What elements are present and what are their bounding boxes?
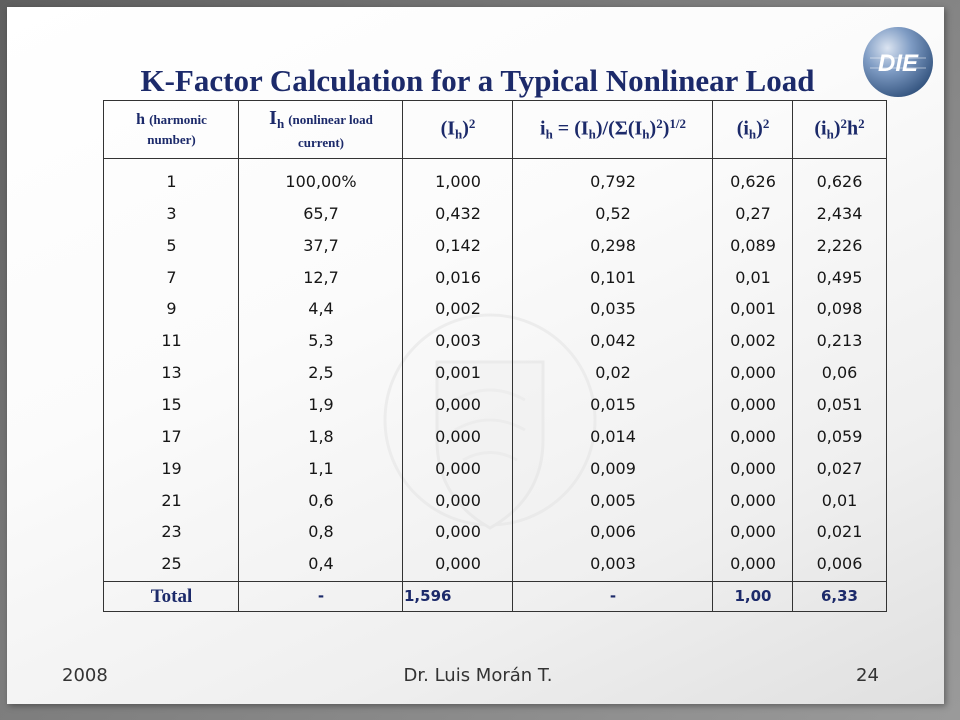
- k-term-cell: 0,495: [816, 267, 863, 287]
- table-row: [104, 230, 886, 262]
- load-current-cell: 0,8: [308, 522, 334, 542]
- total-k-term-cell: 6,33: [820, 587, 858, 605]
- current-squared-cell: 0,016: [435, 267, 481, 287]
- normalized-current-cell: 0,005: [590, 490, 636, 510]
- k-term-cell: 0,01: [821, 490, 858, 510]
- normalized-current-cell: 0,298: [590, 235, 636, 255]
- normalized-current-cell: 0,02: [595, 363, 631, 383]
- header-text-main: h: [136, 110, 146, 128]
- header-text-note: (nonlinear load current): [288, 112, 373, 150]
- harmonic-order-cell: 5: [166, 235, 177, 255]
- header-text-sub: h: [276, 116, 285, 132]
- header-text-main: = (I: [552, 117, 589, 140]
- header-text-sub: h: [588, 126, 596, 142]
- normalized-squared-cell: 0,001: [730, 299, 776, 319]
- total-row: [104, 581, 886, 611]
- load-current-cell: 0,6: [308, 490, 334, 510]
- load-current-cell: 5,3: [308, 331, 334, 351]
- header-text-main: i: [540, 117, 546, 140]
- k-term-cell: 0,021: [816, 522, 863, 542]
- header-label: [441, 116, 476, 143]
- table-row: [104, 198, 886, 230]
- load-current-cell: 1,8: [308, 426, 334, 446]
- k-term-cell: 0,213: [816, 331, 863, 351]
- table-row: [104, 421, 886, 453]
- table-row: [104, 325, 886, 357]
- normalized-squared-cell: 0,000: [730, 554, 776, 574]
- k-term-cell: 2,434: [816, 203, 863, 223]
- current-squared-cell: 1,000: [435, 172, 481, 191]
- footer-page-number: 24: [856, 665, 879, 686]
- normalized-current-cell: 0,009: [590, 458, 636, 478]
- harmonic-order-cell: 17: [161, 426, 182, 446]
- current-squared-cell: 0,000: [435, 426, 481, 446]
- load-current-cell: 4,4: [308, 299, 334, 319]
- header-label: [257, 106, 385, 152]
- harmonic-order-cell: 11: [161, 331, 182, 351]
- header-text-sub: h: [545, 126, 553, 142]
- die-logo-icon: [860, 24, 936, 100]
- normalized-current-cell: 0,006: [590, 522, 636, 542]
- current-squared-cell: 0,142: [435, 235, 481, 255]
- harmonic-order-cell: 21: [161, 490, 182, 510]
- load-current-cell: 2,5: [308, 363, 334, 383]
- k-term-cell: 0,059: [816, 426, 863, 446]
- header-text-main: I: [269, 107, 277, 130]
- footer-author: Dr. Luis Morán T.: [403, 665, 553, 686]
- header-text-sup: 2: [656, 116, 663, 132]
- total-load-current-cell: -: [317, 587, 325, 605]
- normalized-current-cell: 0,015: [590, 394, 636, 414]
- header-text-main: ): [662, 117, 670, 140]
- current-squared-cell: 0,003: [435, 331, 481, 351]
- harmonic-order-cell: 7: [166, 267, 177, 287]
- current-squared-cell: 0,002: [435, 299, 481, 319]
- k-term-cell: 0,027: [816, 458, 863, 478]
- current-squared-cell: 0,000: [435, 458, 481, 478]
- header-harmonic-order: [104, 101, 239, 158]
- header-label: [128, 110, 216, 150]
- header-text-main: )/(Σ(I: [595, 117, 643, 140]
- header-text-sup: 2: [858, 116, 865, 132]
- header-text-main: (i: [736, 117, 749, 140]
- normalized-squared-cell: 0,000: [730, 426, 776, 446]
- load-current-cell: 100,00%: [285, 172, 357, 191]
- k-factor-table: [103, 100, 887, 612]
- normalized-current-cell: 0,042: [590, 331, 636, 351]
- normalized-squared-cell: 0,000: [730, 490, 776, 510]
- header-k-term: [793, 101, 886, 158]
- header-current-squared: [403, 101, 513, 158]
- normalized-squared-cell: 0,27: [735, 203, 771, 223]
- header-text-sub: h: [826, 126, 834, 142]
- header-text-sup: 1/2: [669, 116, 686, 132]
- table-row: [104, 548, 886, 580]
- normalized-squared-cell: 0,000: [730, 394, 776, 414]
- load-current-cell: 12,7: [303, 267, 339, 287]
- normalized-current-cell: 0,52: [595, 203, 631, 223]
- header-text-sub: h: [455, 126, 463, 142]
- header-text-sup: 2: [762, 116, 770, 132]
- header-text-main: (i: [814, 117, 827, 140]
- header-normalized-squared: [713, 101, 793, 158]
- header-text-main: h: [847, 117, 859, 140]
- total-current-squared-cell: 1,596: [404, 587, 452, 605]
- normalized-current-cell: 0,003: [590, 554, 636, 574]
- harmonic-order-cell: 23: [161, 522, 182, 542]
- normalized-squared-cell: 0,01: [735, 267, 771, 287]
- header-label: [540, 116, 686, 143]
- normalized-current-cell: 0,101: [590, 267, 636, 287]
- table-row: [104, 262, 886, 294]
- table-row: [104, 166, 886, 198]
- normalized-current-cell: 0,792: [590, 172, 636, 191]
- harmonic-order-cell: 1: [166, 172, 177, 191]
- harmonic-order-cell: 19: [161, 458, 182, 478]
- normalized-current-cell: 0,035: [590, 299, 636, 319]
- load-current-cell: 65,7: [303, 203, 339, 223]
- header-text-sup: 2: [840, 116, 847, 132]
- k-term-cell: 0,098: [816, 299, 863, 319]
- load-current-cell: 37,7: [303, 235, 339, 255]
- header-normalized-current: [513, 101, 713, 158]
- header-text-main: ): [649, 117, 657, 140]
- normalized-squared-cell: 0,000: [730, 522, 776, 542]
- k-term-cell: 2,226: [816, 235, 863, 255]
- table-row: [104, 516, 886, 548]
- total-label: Total: [150, 586, 193, 607]
- header-load-current: [239, 101, 403, 158]
- load-current-cell: 0,4: [308, 554, 334, 574]
- harmonic-order-cell: 3: [166, 203, 177, 223]
- table-row: [104, 293, 886, 325]
- footer-year: 2008: [62, 665, 108, 686]
- header-text-main: ): [756, 117, 763, 140]
- k-term-cell: 0,051: [816, 394, 863, 414]
- header-text-sub: h: [748, 126, 757, 142]
- k-term-cell: 0,06: [821, 363, 858, 383]
- load-current-cell: 1,9: [308, 394, 334, 414]
- load-current-cell: 1,1: [308, 458, 334, 478]
- harmonic-order-cell: 25: [161, 554, 182, 574]
- header-text-sup: 2: [468, 116, 476, 132]
- current-squared-cell: 0,432: [435, 203, 481, 223]
- header-text-main: ): [833, 117, 841, 140]
- table-row: [104, 485, 886, 517]
- header-row: [104, 101, 886, 159]
- normalized-squared-cell: 0,089: [730, 235, 776, 255]
- header-text-main: (I: [440, 117, 456, 140]
- slide-title: K-Factor Calculation for a Typical Nonlinear Load: [140, 63, 815, 98]
- table-body: [104, 166, 886, 581]
- header-text-note: (harmonic number): [147, 111, 207, 147]
- k-term-cell: 0,006: [816, 554, 863, 574]
- harmonic-order-cell: 15: [161, 394, 182, 414]
- logo-text: DIE: [877, 50, 919, 77]
- header-label: [814, 116, 864, 143]
- table-row: [104, 357, 886, 389]
- header-label: [737, 116, 770, 143]
- normalized-squared-cell: 0,000: [730, 363, 776, 383]
- harmonic-order-cell: 9: [166, 299, 177, 319]
- header-text-main: ): [462, 117, 469, 140]
- current-squared-cell: 0,000: [435, 490, 481, 510]
- table-row: [104, 389, 886, 421]
- header-text-sub: h: [642, 126, 650, 142]
- normalized-squared-cell: 0,002: [730, 331, 776, 351]
- k-term-cell: 0,626: [816, 172, 863, 191]
- normalized-squared-cell: 0,626: [730, 172, 776, 191]
- current-squared-cell: 0,000: [435, 554, 481, 574]
- harmonic-order-cell: 13: [161, 363, 182, 383]
- normalized-current-cell: 0,014: [590, 426, 636, 446]
- current-squared-cell: 0,000: [435, 522, 481, 542]
- current-squared-cell: 0,001: [435, 363, 481, 383]
- total-normalized-current-cell: -: [609, 587, 617, 605]
- total-normalized-squared-cell: 1,00: [734, 587, 772, 605]
- normalized-squared-cell: 0,000: [730, 458, 776, 478]
- current-squared-cell: 0,000: [435, 394, 481, 414]
- table-row: [104, 453, 886, 485]
